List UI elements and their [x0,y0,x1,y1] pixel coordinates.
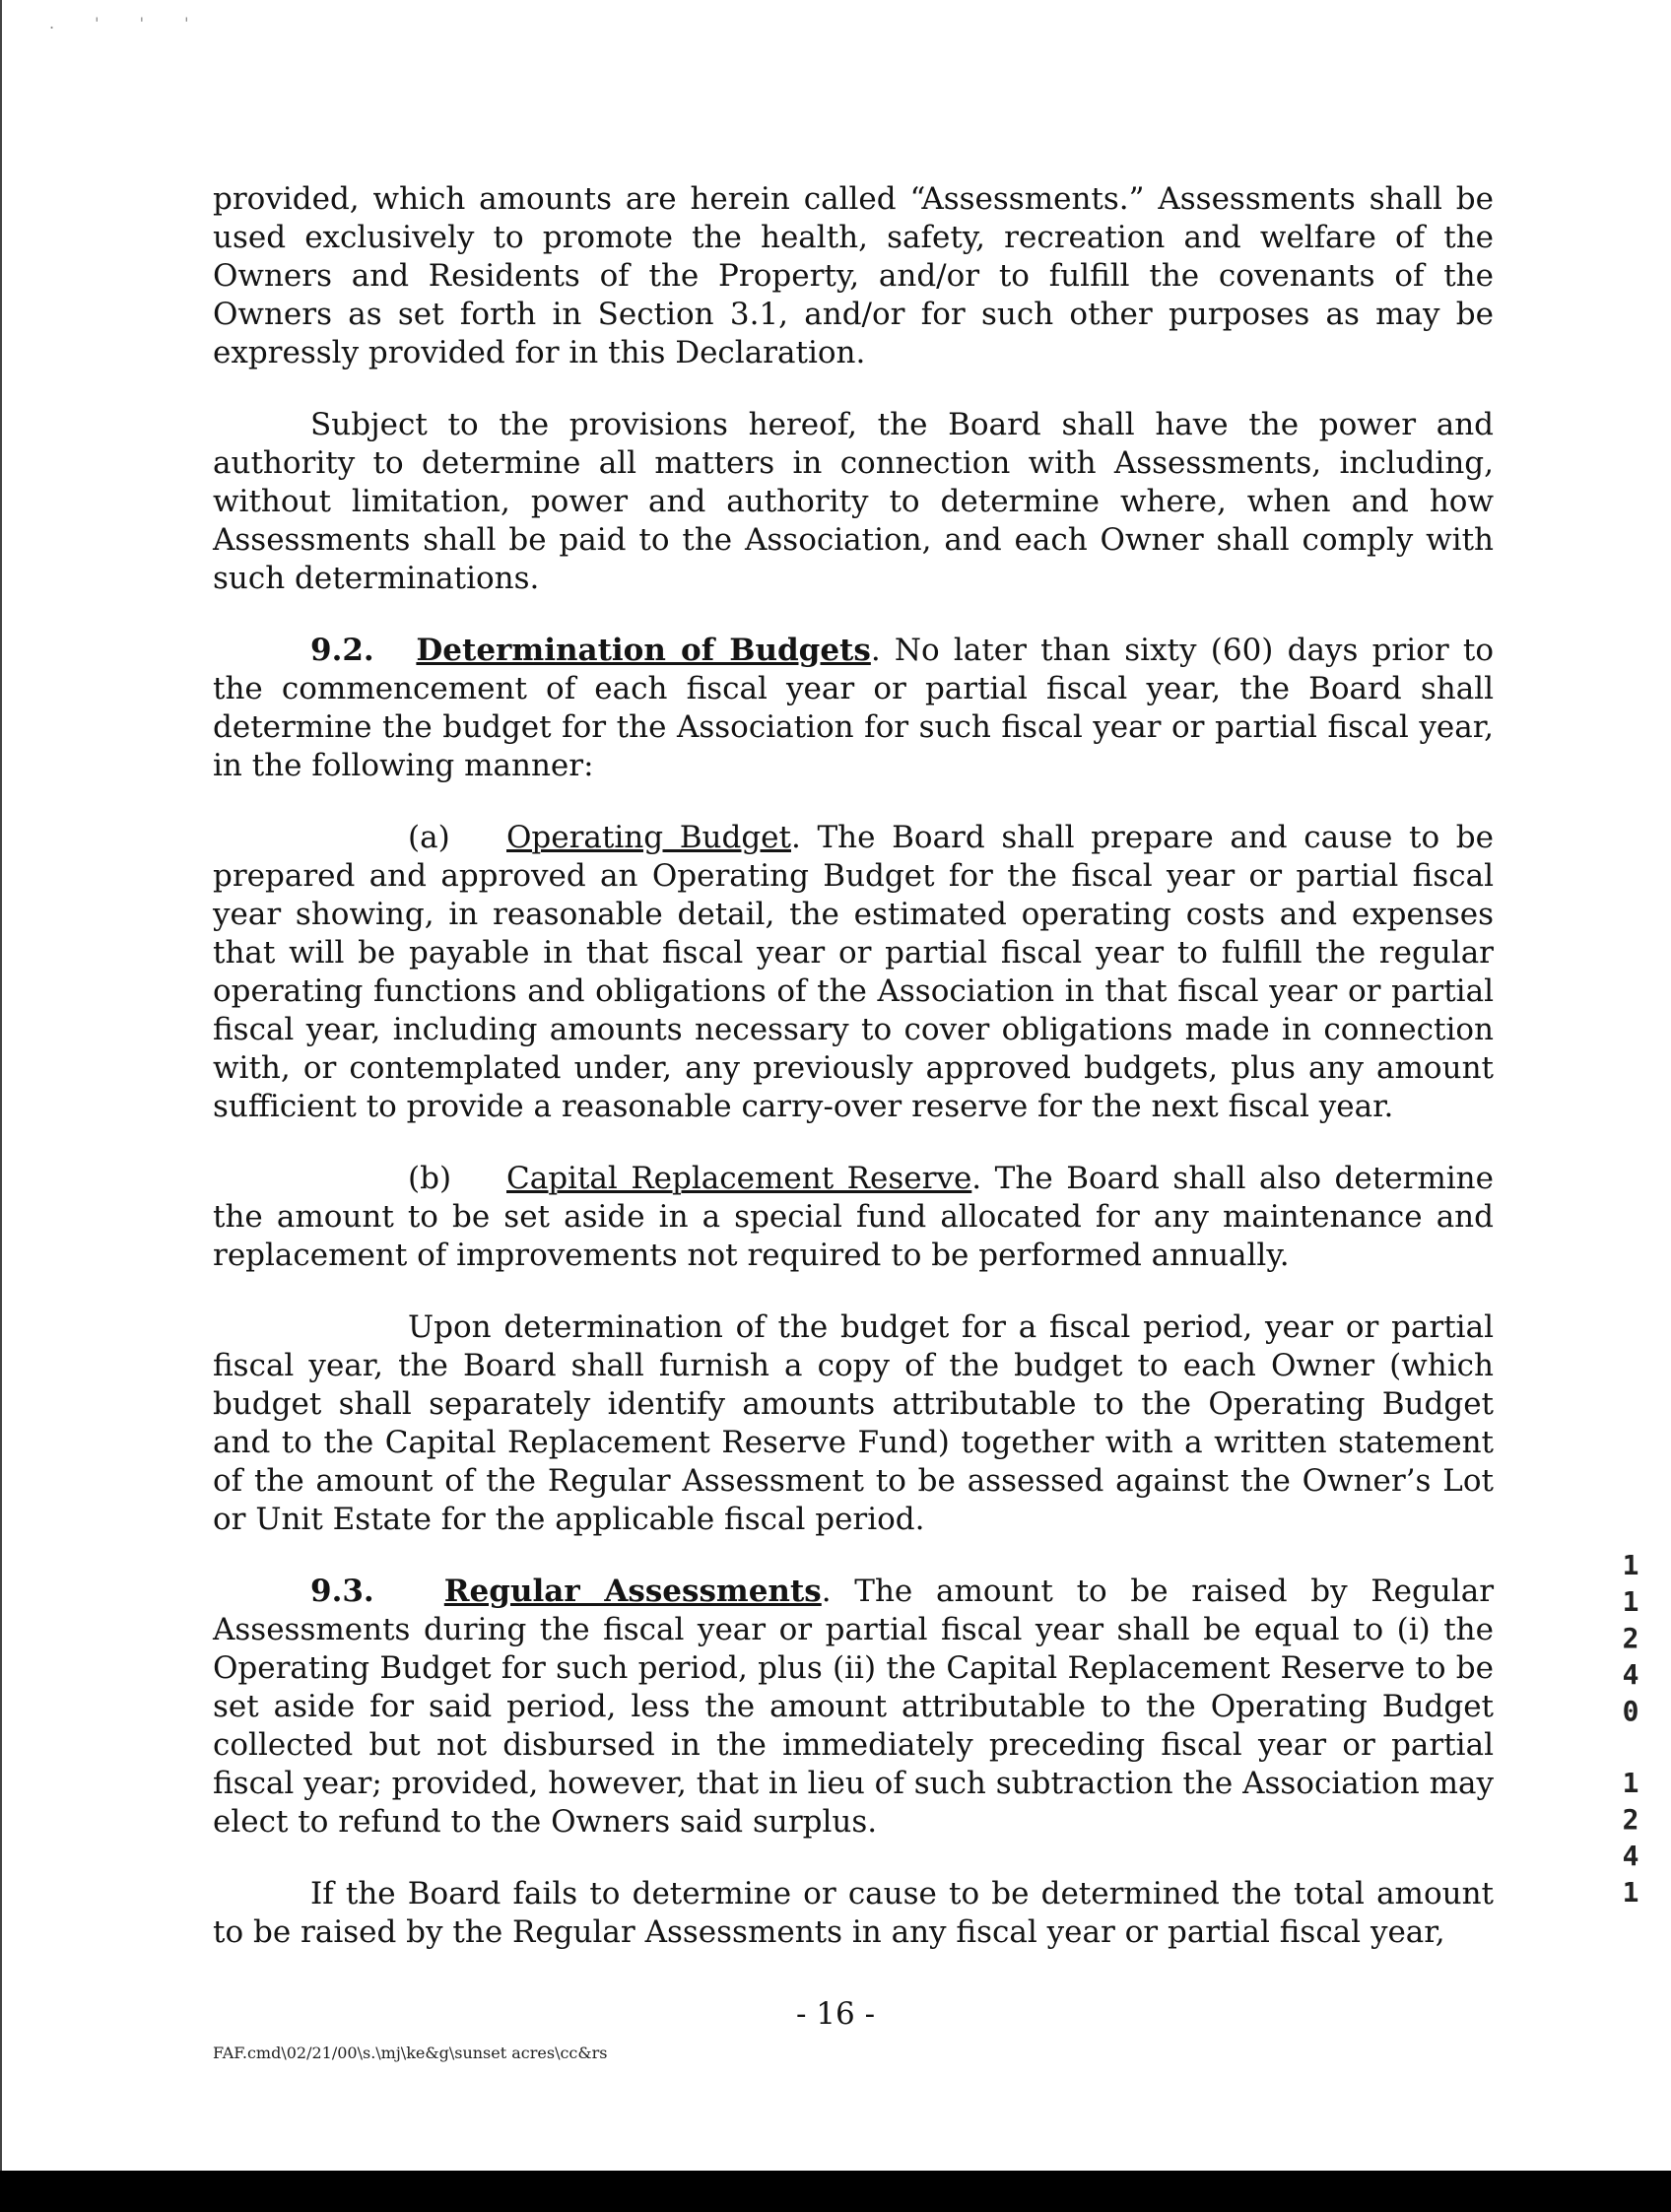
section-title: Determination of Budgets [416,633,871,668]
subsection-label: (b) [408,1161,452,1196]
subsection-text: . The Board shall also determine the amount to be set aside in a special fund allocated for any maintenance and replacement of improvements not required to be performed annually. [213,1161,1494,1273]
subsection-a [213,819,1494,1126]
stamp-digit: 1 [1622,1767,1639,1799]
paragraph-board-fails: If the Board fails to determine or cause to be determined the total amount to be raised by the Regular Assessments in any fiscal year or partial fiscal year, [213,1876,1494,1950]
section-text: . No later than sixty (60) days prior to the commencement of each fiscal year or partial fiscal year, the Board shall determine the budget for the Association for such fiscal year or partial fiscal year, in the following manner: [213,633,1494,783]
stamp-digit: 2 [1622,1803,1639,1836]
stamp-digit: 0 [1622,1695,1639,1727]
stamp-digit: 1 [1622,1549,1639,1581]
subsection-title: Operating Budget [506,820,791,855]
stamp-digit: 4 [1622,1840,1639,1872]
section-title: Regular Assessments [443,1574,822,1609]
subsection-label: (a) [408,820,450,855]
subsection-title: Capital Replacement Reserve [506,1161,972,1196]
page-number: - 16 - [795,1996,876,2032]
subsection-b [213,1160,1494,1275]
paragraph-assessments-defined: provided, which amounts are herein called “Assessments.” Assessments shall be used exclusively to promote the health, safety, recreation and welfare of the Owners and Residents of the Property, and/or to fulfill the covenants of the Owners as set forth in Section 3.1, and/or for such other purposes as may be expressly provided for in this Declaration. [213,181,1494,370]
section-9-3 [213,1573,1494,1842]
section-9-2 [213,632,1494,785]
scan-edge-line [0,0,2,2171]
scan-specks: . ' ' ' [49,14,207,33]
stamp-digit: 1 [1622,1876,1639,1909]
paragraph-budget-furnish: Upon determination of the budget for a fiscal period, year or partial fiscal year, the Board shall furnish a copy of the budget to each Owner (which budget shall separately identify amounts attributable to the Operating Budget and to the Capital Replacement Reserve Fund) together with a written statement of the amount of the Regular Assessment to be assessed against the Owner’s Lot or Unit Estate for the applicable fiscal period. [213,1309,1494,1537]
stamp-digit: 4 [1622,1658,1639,1691]
stamp-digit: 2 [1622,1622,1639,1654]
stamp-digit: 1 [1622,1585,1639,1618]
scan-bottom-border [0,2171,1671,2212]
section-number: 9.2. [310,633,374,668]
margin-document-number [1616,1547,1645,1910]
document-body [213,180,1494,1985]
footer-file-path: FAF.cmd\02/21/00\s.\mj\ke&g\sunset acres\cc&rs [213,2044,608,2062]
subsection-text: . The Board shall prepare and cause to be prepared and approved an Operating Budget for the fiscal year or partial fiscal year showing, in reasonable detail, the estimated operating costs and expenses that will be payable in that fiscal year or partial fiscal year to fulfill the regular operating functions and obligations of the Association in that fiscal year or partial fiscal year, including amounts necessary to cover obligations made in connection with, or contemplated under, any previously approved budgets, plus any amount sufficient to provide a reasonable carry-over reserve for the next fiscal year. [213,820,1494,1124]
section-number: 9.3. [310,1574,374,1609]
section-text: . The amount to be raised by Regular Assessments during the fiscal year or partial fiscal year shall be equal to (i) the Operating Budget for such period, plus (ii) the Capital Replacement Reserve to be set aside for said period, less the amount attributable to the Operating Budget collected but not disbursed in the immediately preceding fiscal year or partial fiscal year; provided, however, that in lieu of such subtraction the Association may elect to refund to the Owners said surplus. [213,1574,1495,1840]
paragraph-board-authority: Subject to the provisions hereof, the Board shall have the power and authority to determine all matters in connection with Assessments, including, without limitation, power and authority to determine where, when and how Assessments shall be paid to the Association, and each Owner shall comply with such determinations. [213,407,1494,596]
